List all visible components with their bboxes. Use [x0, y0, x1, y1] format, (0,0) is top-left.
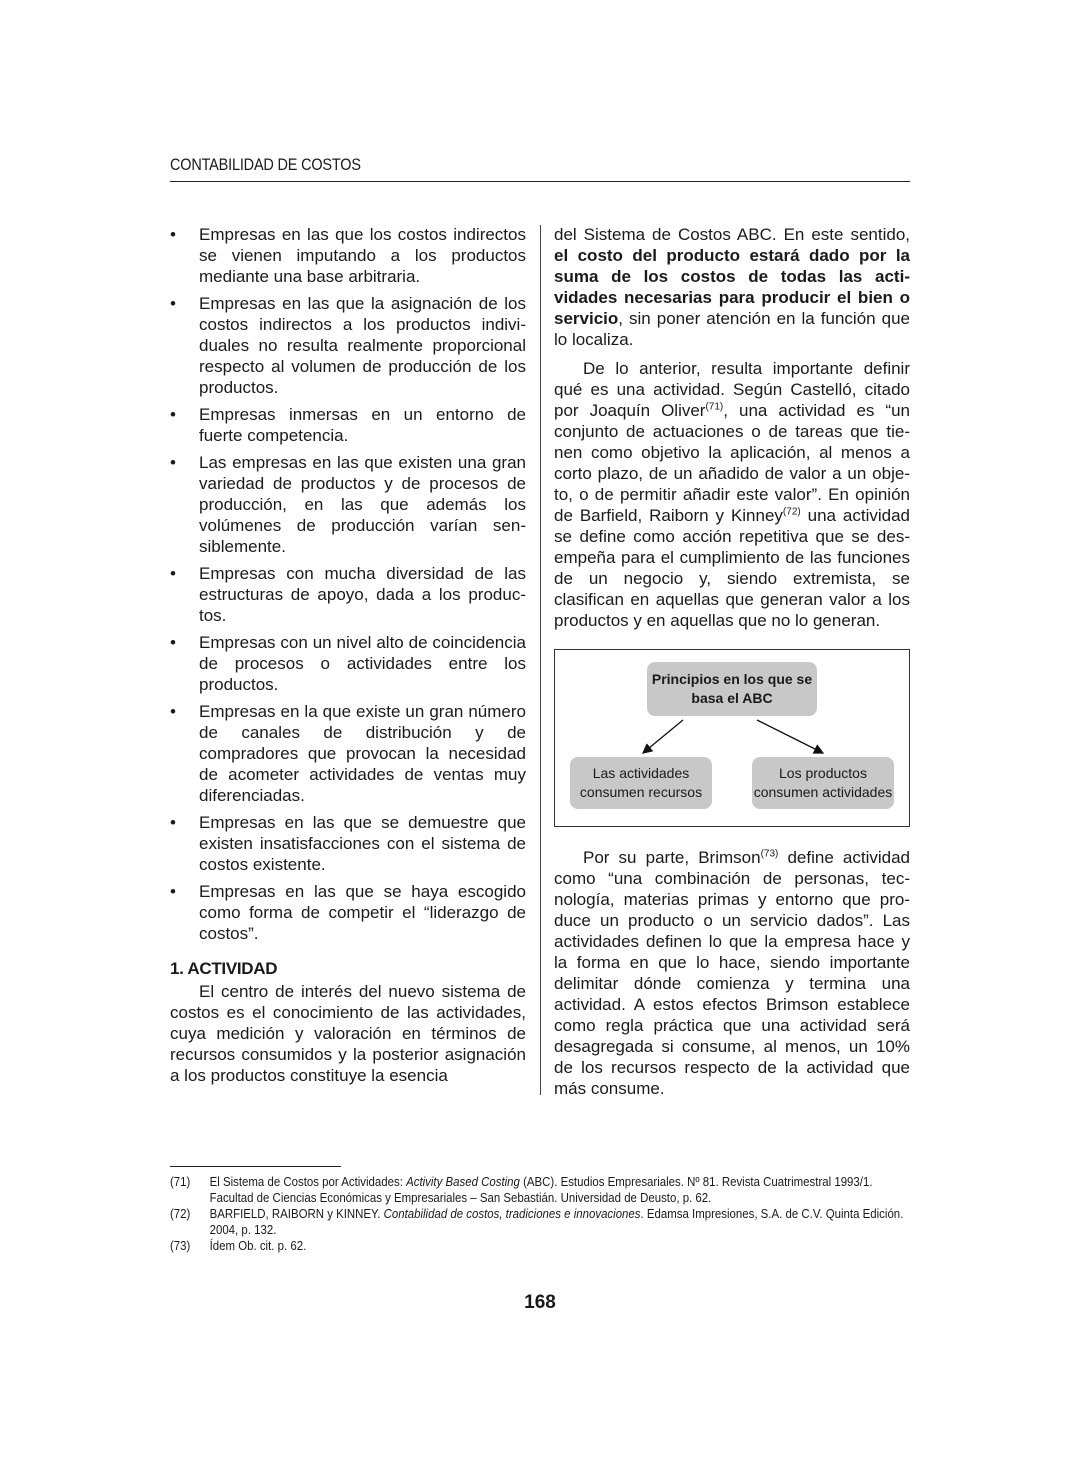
- footnote-ref: (72): [782, 506, 801, 518]
- diagram-node-products: Los productos consumen actividades: [752, 757, 894, 809]
- list-item-text: Empresas con mucha diversidad de las estructuras de apoyo, dada a los productos.: [199, 564, 526, 625]
- bullet: •: [170, 294, 176, 313]
- text: , una actividad es “un conjunto de actuaciones o de tareas que tienen como objetivo la aplicación, al menos a corto plazo, de un añadido de valor a un objeto, o de permitir añadir este valor”. En opinión de Barfield, Raiborn y Kinney: [554, 401, 910, 525]
- text: (ABC). Estudios Empresariales. Nº 81. Revista Cuatrimestral 1993/1. Facultad de Ciencias Económicas y Empresariales – San Sebastián. Universidad de Deusto, p. 62.: [209, 1174, 873, 1205]
- list-item-text: Empresas en las que la asignación de los costos indirectos a los productos individuales no resulta realmente proporcional respecto al volumen de producción de los productos.: [199, 294, 526, 397]
- italic-text: Contabilidad de costos, tradiciones e innovaciones: [383, 1206, 641, 1221]
- footnote-ref: (73): [760, 848, 779, 860]
- list-item: [170, 563, 526, 626]
- footnote-number: (72): [170, 1206, 191, 1221]
- footnote: [170, 1206, 910, 1238]
- column-divider: [540, 225, 541, 1095]
- running-header: CONTABILIDAD DE COSTOS: [170, 155, 361, 174]
- right-column: [554, 224, 910, 1099]
- header-rule: [170, 181, 910, 182]
- list-item-text: Empresas en la que existe un gran número de canales de distribución y de compradores que provocan la necesidad de acometer actividades de ventas muy diferenciadas.: [199, 702, 526, 805]
- diagram-node-principles: Principios en los que se basa el ABC: [647, 662, 817, 716]
- text: una actividad se define como acción repetitiva que se desempeña para el cumplimiento de las funciones de un negocio y, siendo extremista, se clasifican en aquellas que generan valor a los productos y en aquellas que no lo generan.: [554, 506, 910, 630]
- list-item-text: Empresas en las que se haya escogido como forma de competir el “liderazgo de costos”.: [199, 882, 526, 943]
- page-number: 168: [524, 1292, 556, 1313]
- abc-principles-diagram: [554, 649, 910, 827]
- bullet-list: [170, 224, 526, 944]
- footnote-rule: [170, 1166, 341, 1167]
- bold-text: el costo del producto estará dado por la suma de los costos de todas las actividades necesarias para producir el bien o servicio: [554, 246, 910, 328]
- paragraph: [554, 224, 910, 350]
- text: BARFIELD, RAIBORN y KINNEY.: [209, 1206, 384, 1221]
- footnote-ref: (71): [705, 401, 724, 413]
- paragraph: [554, 847, 910, 1099]
- list-item: [170, 293, 526, 398]
- bullet: •: [170, 453, 176, 472]
- bullet: •: [170, 225, 176, 244]
- list-item: [170, 701, 526, 806]
- text: De lo anterior, resulta importante definir qué es una actividad. Según Castelló, citado por Joaquín Oliver: [554, 359, 910, 420]
- list-item-text: Empresas en las que se demuestre que existen insatisfacciones con el sistema de costos existente.: [199, 813, 526, 874]
- text: El Sistema de Costos por Actividades:: [209, 1174, 407, 1189]
- text: . Edamsa Impresiones, S.A. de C.V. Quinta Edición. 2004, p. 132.: [209, 1206, 904, 1237]
- text: Ídem Ob. cit. p. 62.: [209, 1238, 307, 1253]
- footnote-number: (73): [170, 1238, 191, 1253]
- footnote: [170, 1238, 910, 1254]
- section-heading: 1. ACTIVIDAD: [170, 959, 278, 978]
- diagram-node-activities: Las actividades consumen recursos: [570, 757, 712, 809]
- bullet: •: [170, 882, 176, 901]
- italic-text: Activity Based Costing: [406, 1174, 520, 1189]
- list-item: [170, 632, 526, 695]
- list-item-text: Las empresas en las que existen una gran variedad de productos y de procesos de producción, en las que además los volúmenes de producción varían sensiblemente.: [199, 453, 526, 556]
- bullet: •: [170, 633, 176, 652]
- text: define actividad como “una combinación de personas, tecnología, materias primas y entorno que produce un producto o un servicio dados”. Las actividades definen lo que la empresa hace y la forma en que lo hace, siendo importante delimitar dónde comienza y termina una actividad. A estos efectos Brimson establece como regla práctica que una actividad será desagregada si consume, al menos, un 10% de los recursos respecto de la actividad que más consume.: [554, 848, 910, 1098]
- text: Por su parte, Brimson: [583, 848, 761, 867]
- footnote: [170, 1174, 910, 1206]
- list-item-text: Empresas con un nivel alto de coincidencia de procesos o actividades entre los productos.: [199, 633, 526, 694]
- footnotes: [170, 1174, 910, 1254]
- text: del Sistema de Costos ABC. En este sentido,: [554, 225, 910, 244]
- list-item: [170, 404, 526, 446]
- list-item-text: Empresas en las que los costos indirectos se vienen imputando a los productos mediante una base arbitraria.: [199, 225, 526, 286]
- bullet: •: [170, 564, 176, 583]
- list-item: [170, 812, 526, 875]
- left-column: [170, 224, 526, 1086]
- bullet: •: [170, 813, 176, 832]
- bullet: •: [170, 405, 176, 424]
- text: , sin poner atención en la función que lo localiza.: [554, 309, 910, 349]
- list-item: [170, 224, 526, 287]
- bullet: •: [170, 702, 176, 721]
- list-item: [170, 452, 526, 557]
- list-item-text: Empresas inmersas en un entorno de fuerte competencia.: [199, 405, 526, 445]
- footnote-number: (71): [170, 1174, 191, 1189]
- paragraph: El centro de interés del nuevo sistema de costos es el conocimiento de las actividades, cuya medición y valoración en términos de recursos consumidos y la posterior asignación a los productos constituye la esencia: [170, 982, 526, 1085]
- list-item: [170, 881, 526, 944]
- paragraph: [554, 358, 910, 631]
